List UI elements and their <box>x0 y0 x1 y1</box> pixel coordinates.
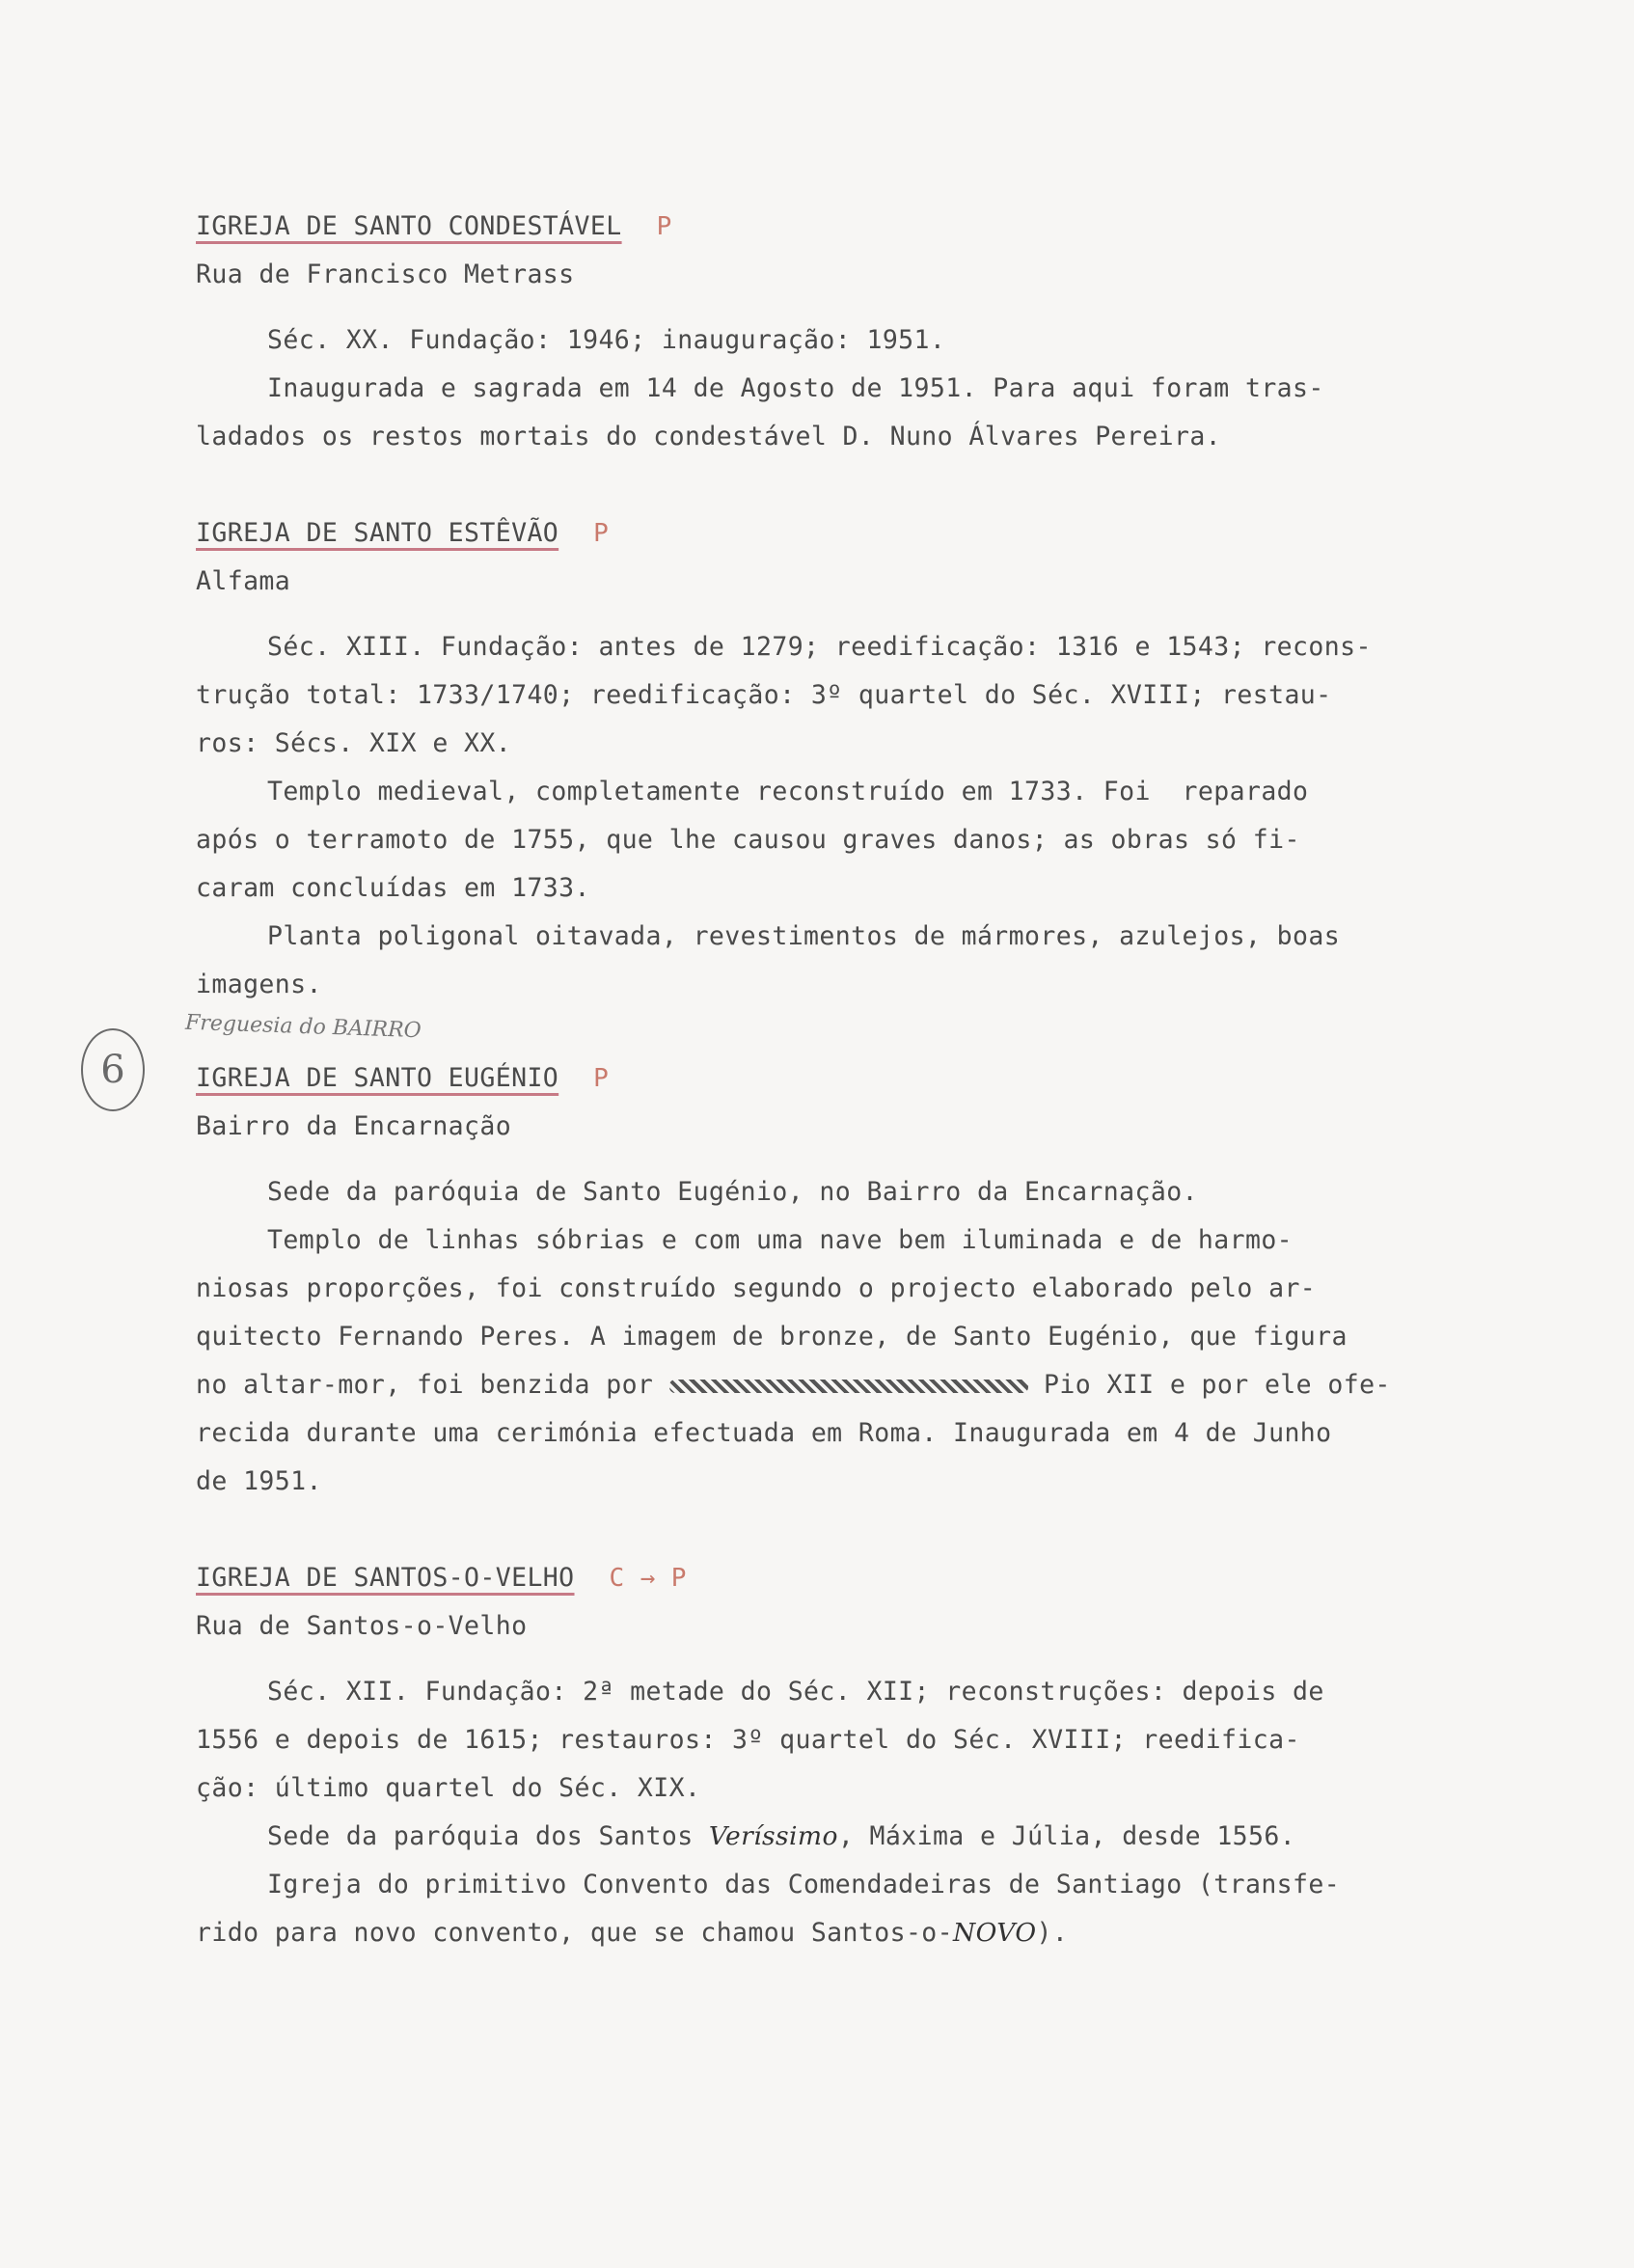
entry-text-line: Séc. XII. Fundação: 2ª metade do Séc. XII; reconstruções: depois de <box>267 1677 1324 1707</box>
entry-location: Bairro da Encarnação <box>196 1111 512 1141</box>
text-segment: Pio XII e por ele ofe- <box>1027 1370 1391 1400</box>
scribbled-out-text <box>669 1380 1028 1393</box>
entry-text-line: ros: Sécs. XIX e XX. <box>196 728 512 758</box>
entry-title: IGREJA DE SANTO CONDESTÁVEL <box>196 211 622 241</box>
entry-text-line: Sede da paróquia de Santo Eugénio, no Bairro da Encarnação. <box>267 1177 1198 1207</box>
entry-location: Alfama <box>196 566 291 596</box>
entry-location: Rua de Francisco Metrass <box>196 260 575 289</box>
entry-title: IGREJA DE SANTO ESTÊVÃO <box>196 518 559 548</box>
entry-code: P <box>593 519 610 548</box>
handwritten-correction: NOVO <box>953 1918 1037 1948</box>
entry-santo-estevao <box>196 509 1508 1009</box>
entry-text-line: niosas proporções, foi construído segundo o projecto elaborado pelo ar- <box>196 1273 1317 1303</box>
entry-text-line <box>267 1813 1508 1861</box>
text-segment: Sede da paróquia dos Santos <box>267 1821 709 1851</box>
entry-text-line: Templo medieval, completamente reconstruído em 1733. Foi reparado <box>267 777 1309 806</box>
entry-text-line: imagens. <box>196 970 322 999</box>
entry-text-line: Igreja do primitivo Convento das Comendadeiras de Santiago (transfe- <box>267 1870 1341 1899</box>
entry-santo-eugenio <box>196 1054 1508 1506</box>
entry-text-line: Séc. XX. Fundação: 1946; inauguração: 1951. <box>267 325 946 355</box>
entry-text-line-struck <box>196 1361 1508 1409</box>
entry-text-line: Inaugurada e sagrada em 14 de Agosto de 1951. Para aqui foram tras- <box>267 373 1324 403</box>
entry-santo-condestavel <box>196 203 1508 461</box>
entry-code: P <box>593 1064 610 1093</box>
entry-text-line: quitecto Fernando Peres. A imagem de bronze, de Santo Eugénio, que figura <box>196 1322 1348 1352</box>
text-segment: ). <box>1036 1918 1069 1948</box>
entry-location: Rua de Santos-o-Velho <box>196 1611 528 1641</box>
margin-handwritten-note: Freguesia do BAIRRO <box>184 1010 422 1044</box>
entry-text-line: de 1951. <box>196 1466 322 1496</box>
entry-text-line: após o terramoto de 1755, que lhe causou graves danos; as obras só fi- <box>196 825 1300 855</box>
margin-circled-number: 6 <box>81 1028 145 1111</box>
entry-text-line: Planta poligonal oitavada, revestimentos de mármores, azulejos, boas <box>267 921 1341 951</box>
entry-title: IGREJA DE SANTO EUGÉNIO <box>196 1063 559 1093</box>
text-segment: , Máxima e Júlia, desde 1556. <box>837 1821 1296 1851</box>
entry-text-line: recida durante uma cerimónia efectuada em Roma. Inaugurada em 4 de Junho <box>196 1418 1332 1448</box>
entry-text-line: trução total: 1733/1740; reedificação: 3º quartel do Séc. XVIII; restau- <box>196 680 1332 710</box>
text-segment: rido para novo convento, que se chamou Santos-o- <box>196 1918 954 1948</box>
entry-text-line <box>196 1909 1508 1957</box>
entry-text-line: Templo de linhas sóbrias e com uma nave bem iluminada e de harmo- <box>267 1225 1294 1255</box>
entry-text-line: caram concluídas em 1733. <box>196 873 590 903</box>
entry-code: P <box>656 212 672 241</box>
entry-santos-o-velho <box>196 1554 1508 1957</box>
entry-text-line: ção: último quartel do Séc. XIX. <box>196 1773 701 1803</box>
handwritten-correction: Veríssimo <box>708 1821 838 1851</box>
entry-code: C → P <box>609 1564 687 1593</box>
text-segment: no altar-mor, foi benzida por <box>196 1370 669 1400</box>
entry-text-line: ladados os restos mortais do condestável D. Nuno Álvares Pereira. <box>196 422 1222 451</box>
entry-text-line: Séc. XIII. Fundação: antes de 1279; reedificação: 1316 e 1543; recons- <box>267 632 1372 662</box>
entry-text-line: 1556 e depois de 1615; restauros: 3º quartel do Séc. XVIII; reedifica- <box>196 1725 1300 1755</box>
entry-title: IGREJA DE SANTOS-O-VELHO <box>196 1563 575 1593</box>
